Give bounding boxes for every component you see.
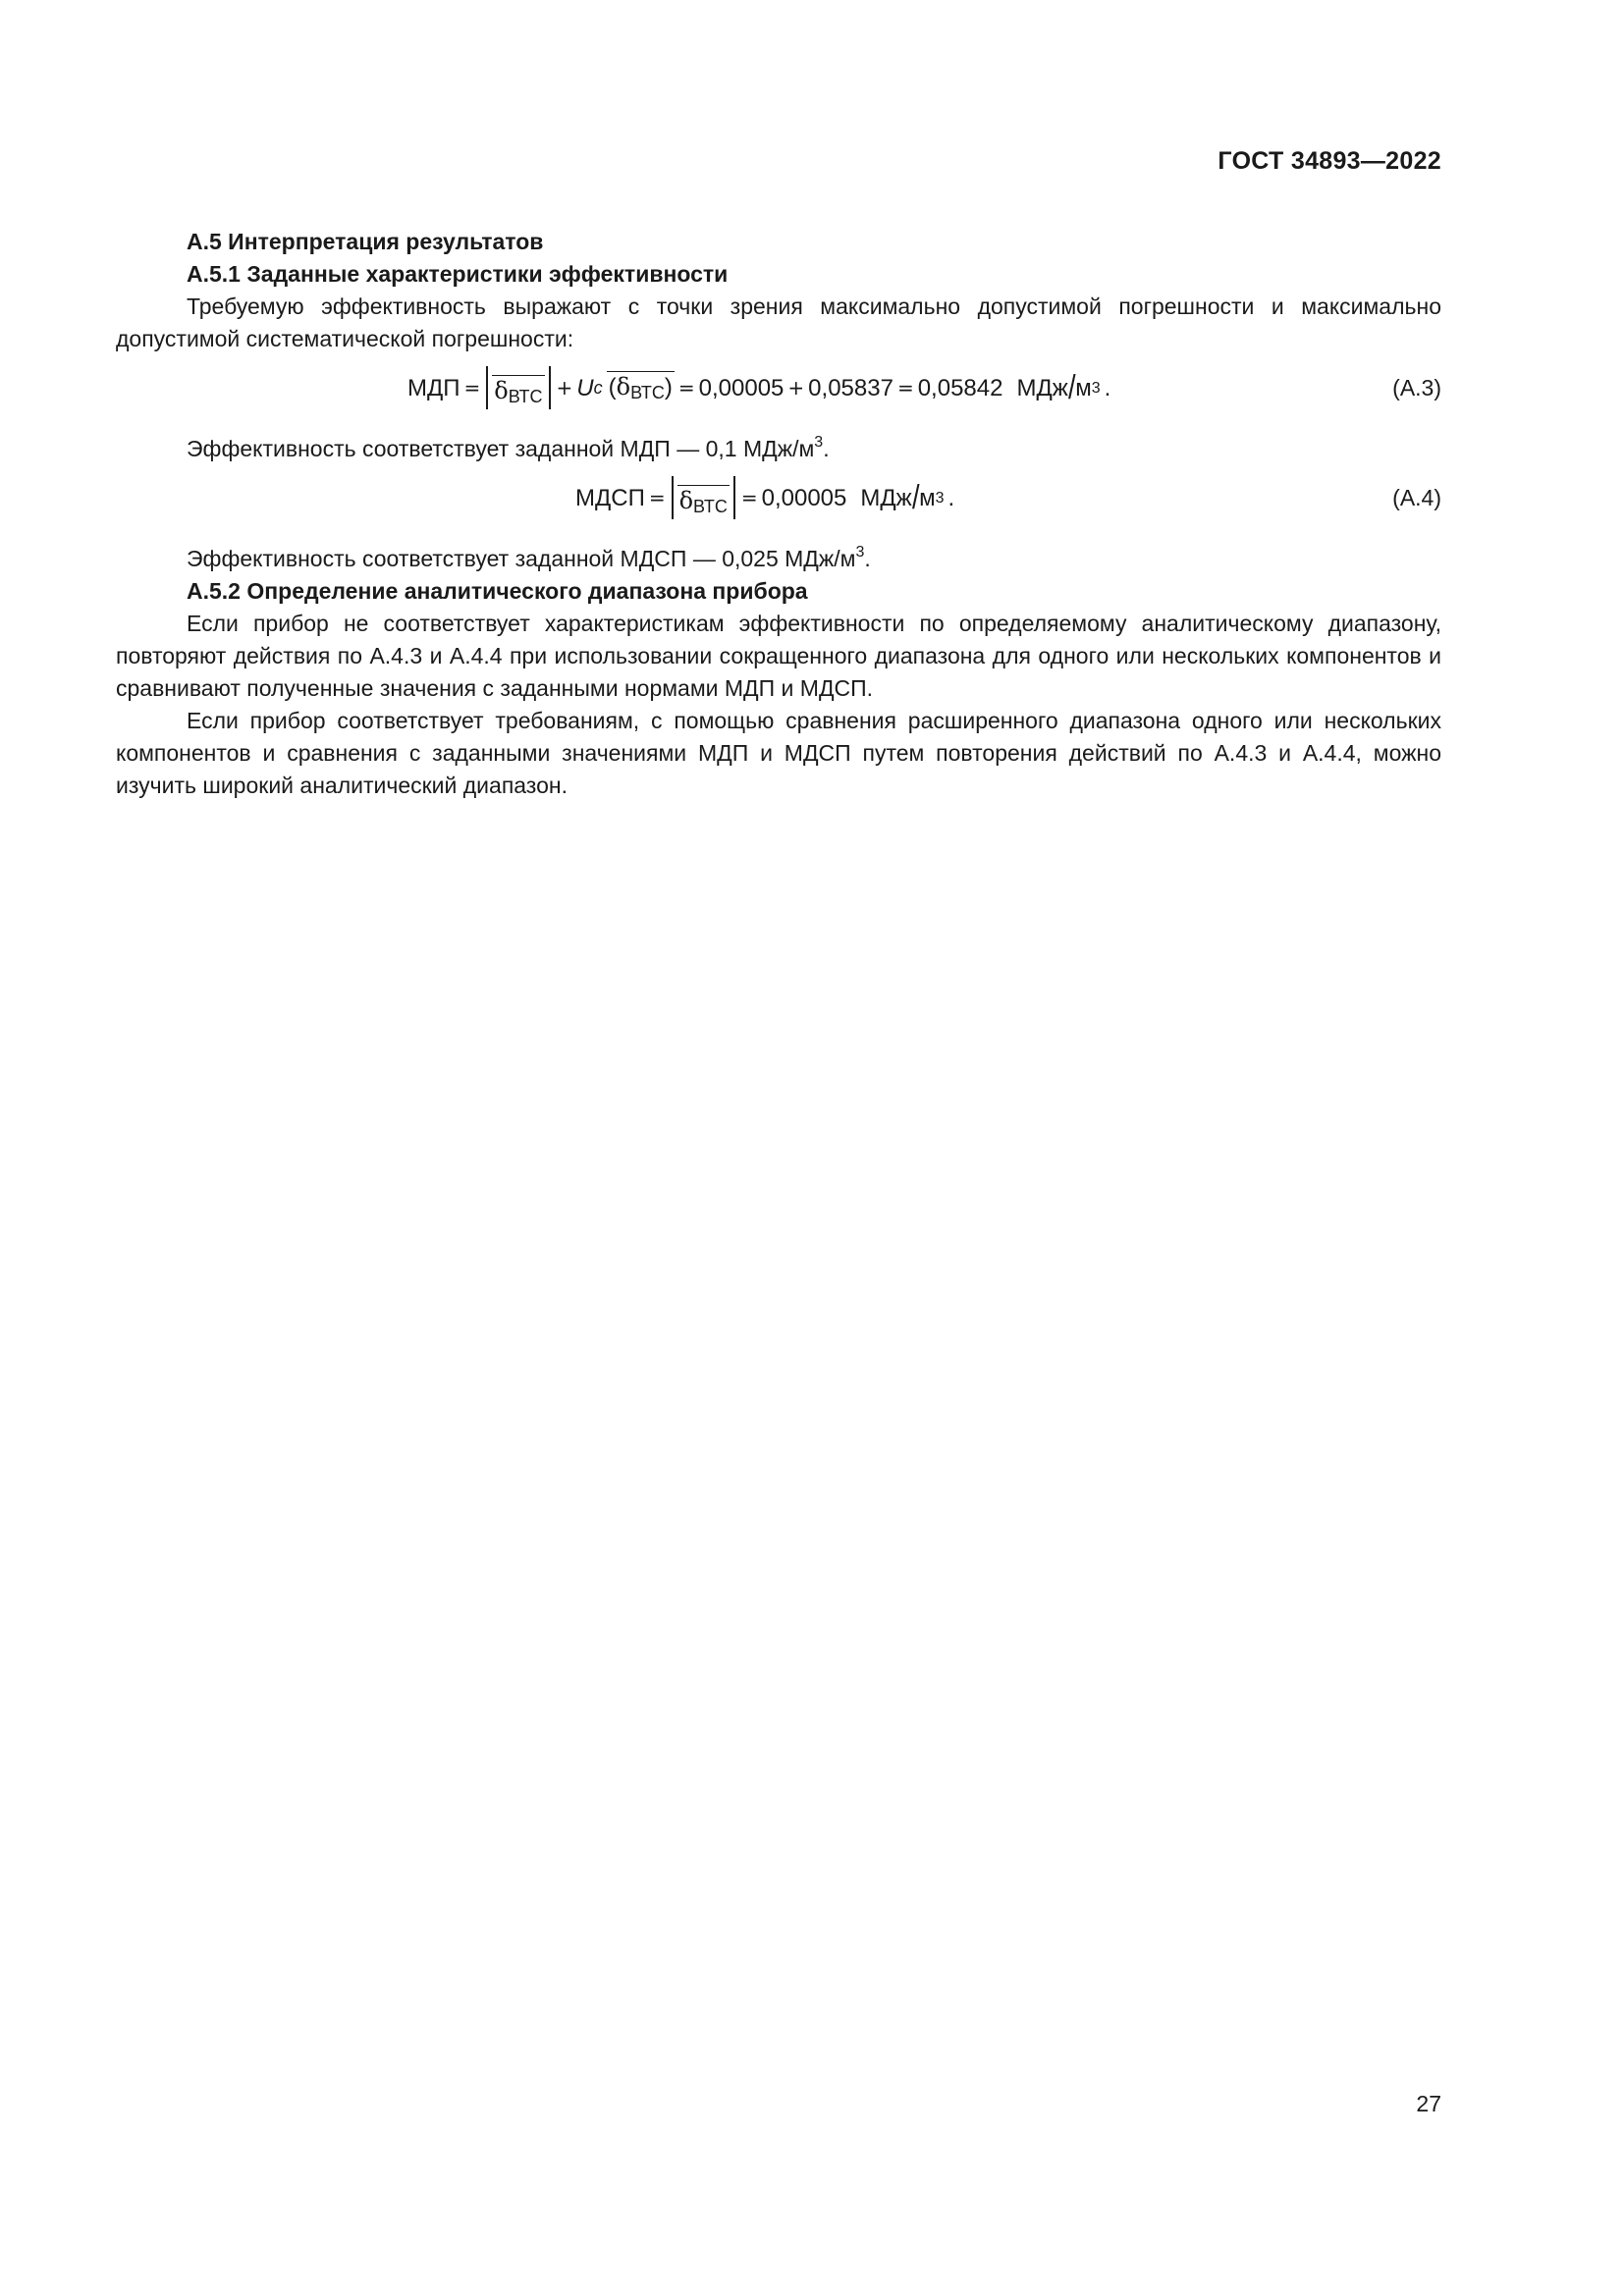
formula-a3-plus2: + — [787, 375, 805, 400]
section-a51-title: А.5.1 Заданные характеристики эффективности — [187, 261, 729, 287]
formula-a3-mean-delta — [492, 375, 544, 409]
paragraph-2-text: Эффективность соответствует заданной МДП — 0,1 МДж/м — [187, 436, 815, 461]
section-a51-paragraph-3 — [116, 536, 1441, 575]
delta-subscript: ВТС — [508, 387, 543, 406]
formula-a4-eq2: = — [740, 485, 758, 509]
formula-a4-period: . — [947, 484, 955, 511]
formula-a3-term1: 0,00005 — [698, 374, 785, 401]
formula-a4-eq1: = — [648, 485, 666, 509]
formula-a4-unit-den: м — [919, 484, 936, 511]
delta-symbol: δ — [678, 487, 694, 514]
formula-a3-plus1: + — [556, 375, 573, 400]
formula-a3-uncertainty-arg — [607, 371, 675, 405]
formula-a4-abs — [672, 476, 735, 519]
formula-a3 — [407, 366, 1110, 409]
delta-symbol: δ — [494, 377, 509, 404]
formula-a3-number: (А.3) — [1392, 374, 1441, 400]
delta-subscript: ВТС — [630, 382, 665, 402]
formula-a4 — [575, 476, 954, 519]
document-code: ГОСТ 34893—2022 — [1218, 147, 1441, 175]
formula-a3-eq2: = — [677, 375, 695, 400]
paragraph-3-power: 3 — [855, 544, 865, 561]
formula-a4-lhs: МДСП — [575, 484, 645, 511]
formula-a3-row — [116, 355, 1441, 420]
formula-a3-open-paren: ( — [608, 373, 617, 400]
formula-a3-eq3: = — [896, 375, 914, 400]
formula-a3-abs — [486, 366, 550, 409]
formula-a3-unit-pow: 3 — [1091, 379, 1101, 397]
page-number: 27 — [1416, 2091, 1441, 2116]
paragraph-3-text: Эффективность соответствует заданной МДСП — 0,025 МДж/м — [187, 546, 856, 571]
formula-a4-number: (А.4) — [1392, 484, 1441, 510]
formula-a3-u-sub: c — [593, 377, 603, 398]
formula-a3-unit-num: МДж — [1016, 374, 1068, 401]
section-a51-paragraph-2 — [116, 426, 1441, 465]
formula-a3-unit-den: м — [1075, 374, 1092, 401]
delta-subscript: ВТС — [693, 497, 728, 516]
formula-a3-period: . — [1104, 374, 1111, 401]
formula-a3-u: U — [576, 374, 594, 401]
formula-a4-result: 0,00005 — [761, 484, 847, 511]
page-content — [116, 226, 1441, 802]
delta-symbol: δ — [616, 372, 631, 400]
fraction-slash-icon: / — [1067, 369, 1076, 406]
formula-a3-term2: 0,05837 — [808, 374, 893, 401]
formula-a3-close-paren: ) — [664, 373, 673, 400]
section-a52-title: А.5.2 Определение аналитического диапазона прибора — [187, 578, 808, 604]
formula-a4-unit-num: МДж — [860, 484, 912, 511]
formula-a3-result: 0,05842 — [917, 374, 1003, 401]
paragraph-2-end: . — [823, 436, 830, 461]
section-a52-paragraph-2: Если прибор соответствует требованиям, с помощью сравнения расширенного диапазона одного или нескольких компонентов и сравнения с заданными значениями МДП и МДСП путем повторения действий по А.4.3 и А.4.4, можно изучить широкий аналитический диапазон. — [116, 708, 1441, 798]
section-a51-paragraph-1: Требуемую эффективность выражают с точки зрения максимально допустимой погрешности и максимально допустимой систематической погрешности: — [116, 294, 1441, 351]
formula-a4-row — [116, 465, 1441, 530]
section-a5-title: А.5 Интерпретация результатов — [187, 229, 544, 254]
formula-a4-unit-pow: 3 — [935, 489, 945, 507]
paragraph-3-end: . — [864, 546, 871, 571]
paragraph-2-power: 3 — [814, 434, 824, 451]
formula-a4-mean-delta — [677, 485, 730, 519]
formula-a3-lhs: МДП — [407, 374, 460, 401]
section-a52-paragraph-1: Если прибор не соответствует характеристикам эффективности по определяемому аналитическому диапазону, повторяют действия по А.4.3 и А.4.4 при использовании сокращенного диапазона для одного или нескольких компонентов и сравнивают полученные значения с заданными нормами МДП и МДСП. — [116, 611, 1441, 701]
formula-a3-eq1: = — [463, 375, 481, 400]
fraction-slash-icon: / — [911, 479, 920, 516]
